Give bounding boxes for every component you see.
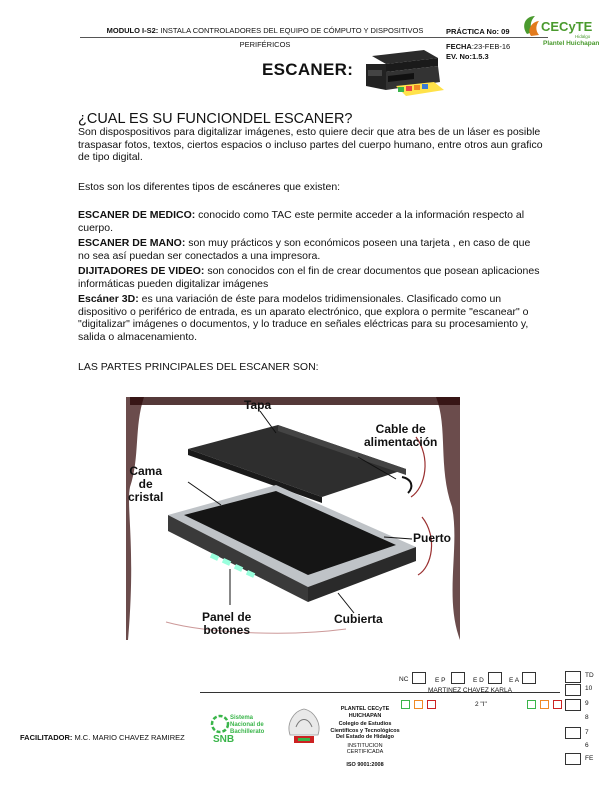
facilitator-name: M.C. MARIO CHAVEZ RAMIREZ xyxy=(74,733,185,742)
header-divider xyxy=(80,37,548,38)
plantel-title: PLANTEL CECyTE HUICHAPAN xyxy=(340,706,390,719)
type-label: ESCANER DE MEDICO: xyxy=(78,209,196,221)
nc-checkbox[interactable] xyxy=(412,672,426,684)
score-7: 7 xyxy=(585,729,589,736)
logo-wordmark: CECyTE xyxy=(541,19,593,34)
score-6: 6 xyxy=(585,742,589,749)
cecyte-logo-icon xyxy=(517,12,599,48)
score-10: 10 xyxy=(585,685,593,692)
snb-logo xyxy=(210,712,274,746)
snb-title: Sistema Nacional de Bachillerato xyxy=(230,715,265,735)
practice-value: 09 xyxy=(501,27,510,36)
ev-value: 1.5.3 xyxy=(471,52,489,61)
label-panel: Panel de botones xyxy=(202,610,252,637)
type-description: conocido como TAC este permite acceder a la información respecto al cuerpo. xyxy=(78,209,525,234)
printer-icon xyxy=(358,46,448,98)
date-value: :23-FEB-16 xyxy=(471,42,511,51)
type-label: Escáner 3D: xyxy=(78,293,139,305)
label-cubierta: Cubierta xyxy=(334,612,383,626)
ea-label: E A xyxy=(509,677,520,684)
module-text-line2: PERIFÉRICOS xyxy=(239,40,291,49)
scanner-type-medical xyxy=(78,209,543,234)
date xyxy=(446,42,510,51)
score-box-9[interactable] xyxy=(565,699,581,711)
student-name: MARTINEZ CHAVEZ KARLA xyxy=(428,687,512,694)
type-description: son muy prácticos y son económicos poseen una tarjeta , en caso de que no sea así puedan ser conectados a una impresora. xyxy=(78,237,531,262)
score-9: 9 xyxy=(585,700,589,707)
status-square-red xyxy=(553,700,562,709)
section-question: ¿CUAL ES SU FUNCIONDEL ESCANER? xyxy=(78,111,353,127)
status-square-green xyxy=(401,700,410,709)
type-description: es una variación de éste para modelos tridimensionales. Clasificado como un dispositivo o periférico de entrada, es un aparato electrónico, que explora o permite "escanear" o "digitalizar" imágenes o documentos, y lo traduce en señales eléctricas para su procesamiento y, salida o almacenamiento. xyxy=(78,293,529,343)
status-square-orange xyxy=(414,700,423,709)
campus-name: Plantel Huichapan xyxy=(543,40,599,47)
label-cable: Cable de alimentación xyxy=(364,422,438,449)
label-tapa: Tapa xyxy=(244,398,272,412)
practice-number xyxy=(446,27,510,36)
scanner-type-3d xyxy=(78,293,543,343)
ea-checkbox[interactable] xyxy=(522,672,536,684)
logo-subtext: Hidalgo xyxy=(575,34,591,39)
certified-label: INSTITUCION CERTIFICADA xyxy=(346,742,384,755)
score-box-10[interactable] xyxy=(565,684,581,696)
page-title: ESCANER: xyxy=(262,60,354,79)
type-description: son conocidos con el fin de crear documentos que posean aplicaciones informáticas pueden digitalizar imágenes xyxy=(78,265,540,290)
ep-checkbox[interactable] xyxy=(451,672,465,684)
ed-checkbox[interactable] xyxy=(488,672,502,684)
status-square-red xyxy=(427,700,436,709)
practice-label: PRÁCTICA No: xyxy=(446,27,500,36)
footer-divider xyxy=(200,692,560,693)
ev-number xyxy=(446,52,489,61)
facilitator-label: FACILITADOR: xyxy=(20,733,73,742)
plantel-info xyxy=(330,706,400,768)
ed-label: E D xyxy=(473,677,484,684)
nc-label: NC xyxy=(399,676,409,683)
ev-label: EV. No: xyxy=(446,52,472,61)
intro-paragraph: Son dispospositivos para digitalizar imágenes, esto quiere decir que atra bes de un láser es posible traspasar fotos, textos, ciertos espacios o incluso partes del cuerpo humano, entre otros aun grafico de tipo digital. xyxy=(78,126,543,163)
snb-emblem-icon xyxy=(210,714,230,734)
type-label: ESCANER DE MANO: xyxy=(78,237,186,249)
iso-label: ISO 9001:2008 xyxy=(346,761,384,768)
facilitator xyxy=(20,733,185,742)
score-box-7[interactable] xyxy=(565,727,581,739)
score-box-fe[interactable] xyxy=(565,753,581,765)
snb-abbr: SNB xyxy=(213,734,235,745)
scanner-type-video xyxy=(78,265,543,290)
cecyte-logo xyxy=(517,12,599,48)
hidalgo-emblem xyxy=(282,705,326,745)
status-square-green xyxy=(527,700,536,709)
scanner-parts-figure xyxy=(126,397,460,640)
type-label: DIJITADORES DE VIDEO: xyxy=(78,265,205,277)
types-intro: Estos son los diferentes tipos de escáneres que existen: xyxy=(78,181,341,193)
ep-label: E P xyxy=(435,677,446,684)
colegio-name: Colegio de Estudios Científicos y Tecnológicos Del Estado de Hidalgo xyxy=(330,721,400,740)
score-8: 8 xyxy=(585,714,589,721)
score-fe: FE xyxy=(585,755,594,762)
printer-image xyxy=(358,46,448,98)
scanner-type-hand xyxy=(78,237,543,262)
score-box-td[interactable] xyxy=(565,671,581,683)
label-cama: Cama de cristal xyxy=(128,464,164,504)
module-text: INSTALA CONTROLADORES DEL EQUIPO DE CÓMPUTO Y DISPOSITIVOS xyxy=(160,26,424,35)
module-heading xyxy=(90,26,440,35)
hidalgo-emblem-icon xyxy=(282,705,326,745)
status-square-orange xyxy=(540,700,549,709)
label-puerto: Puerto xyxy=(413,531,452,545)
score-td: TD xyxy=(585,672,594,679)
grade-group: 2 "I" xyxy=(475,701,487,708)
date-label: FECHA xyxy=(446,42,472,51)
parts-title: LAS PARTES PRINCIPALES DEL ESCANER SON: xyxy=(78,361,319,373)
module-label: MODULO I-S2: xyxy=(106,26,159,35)
